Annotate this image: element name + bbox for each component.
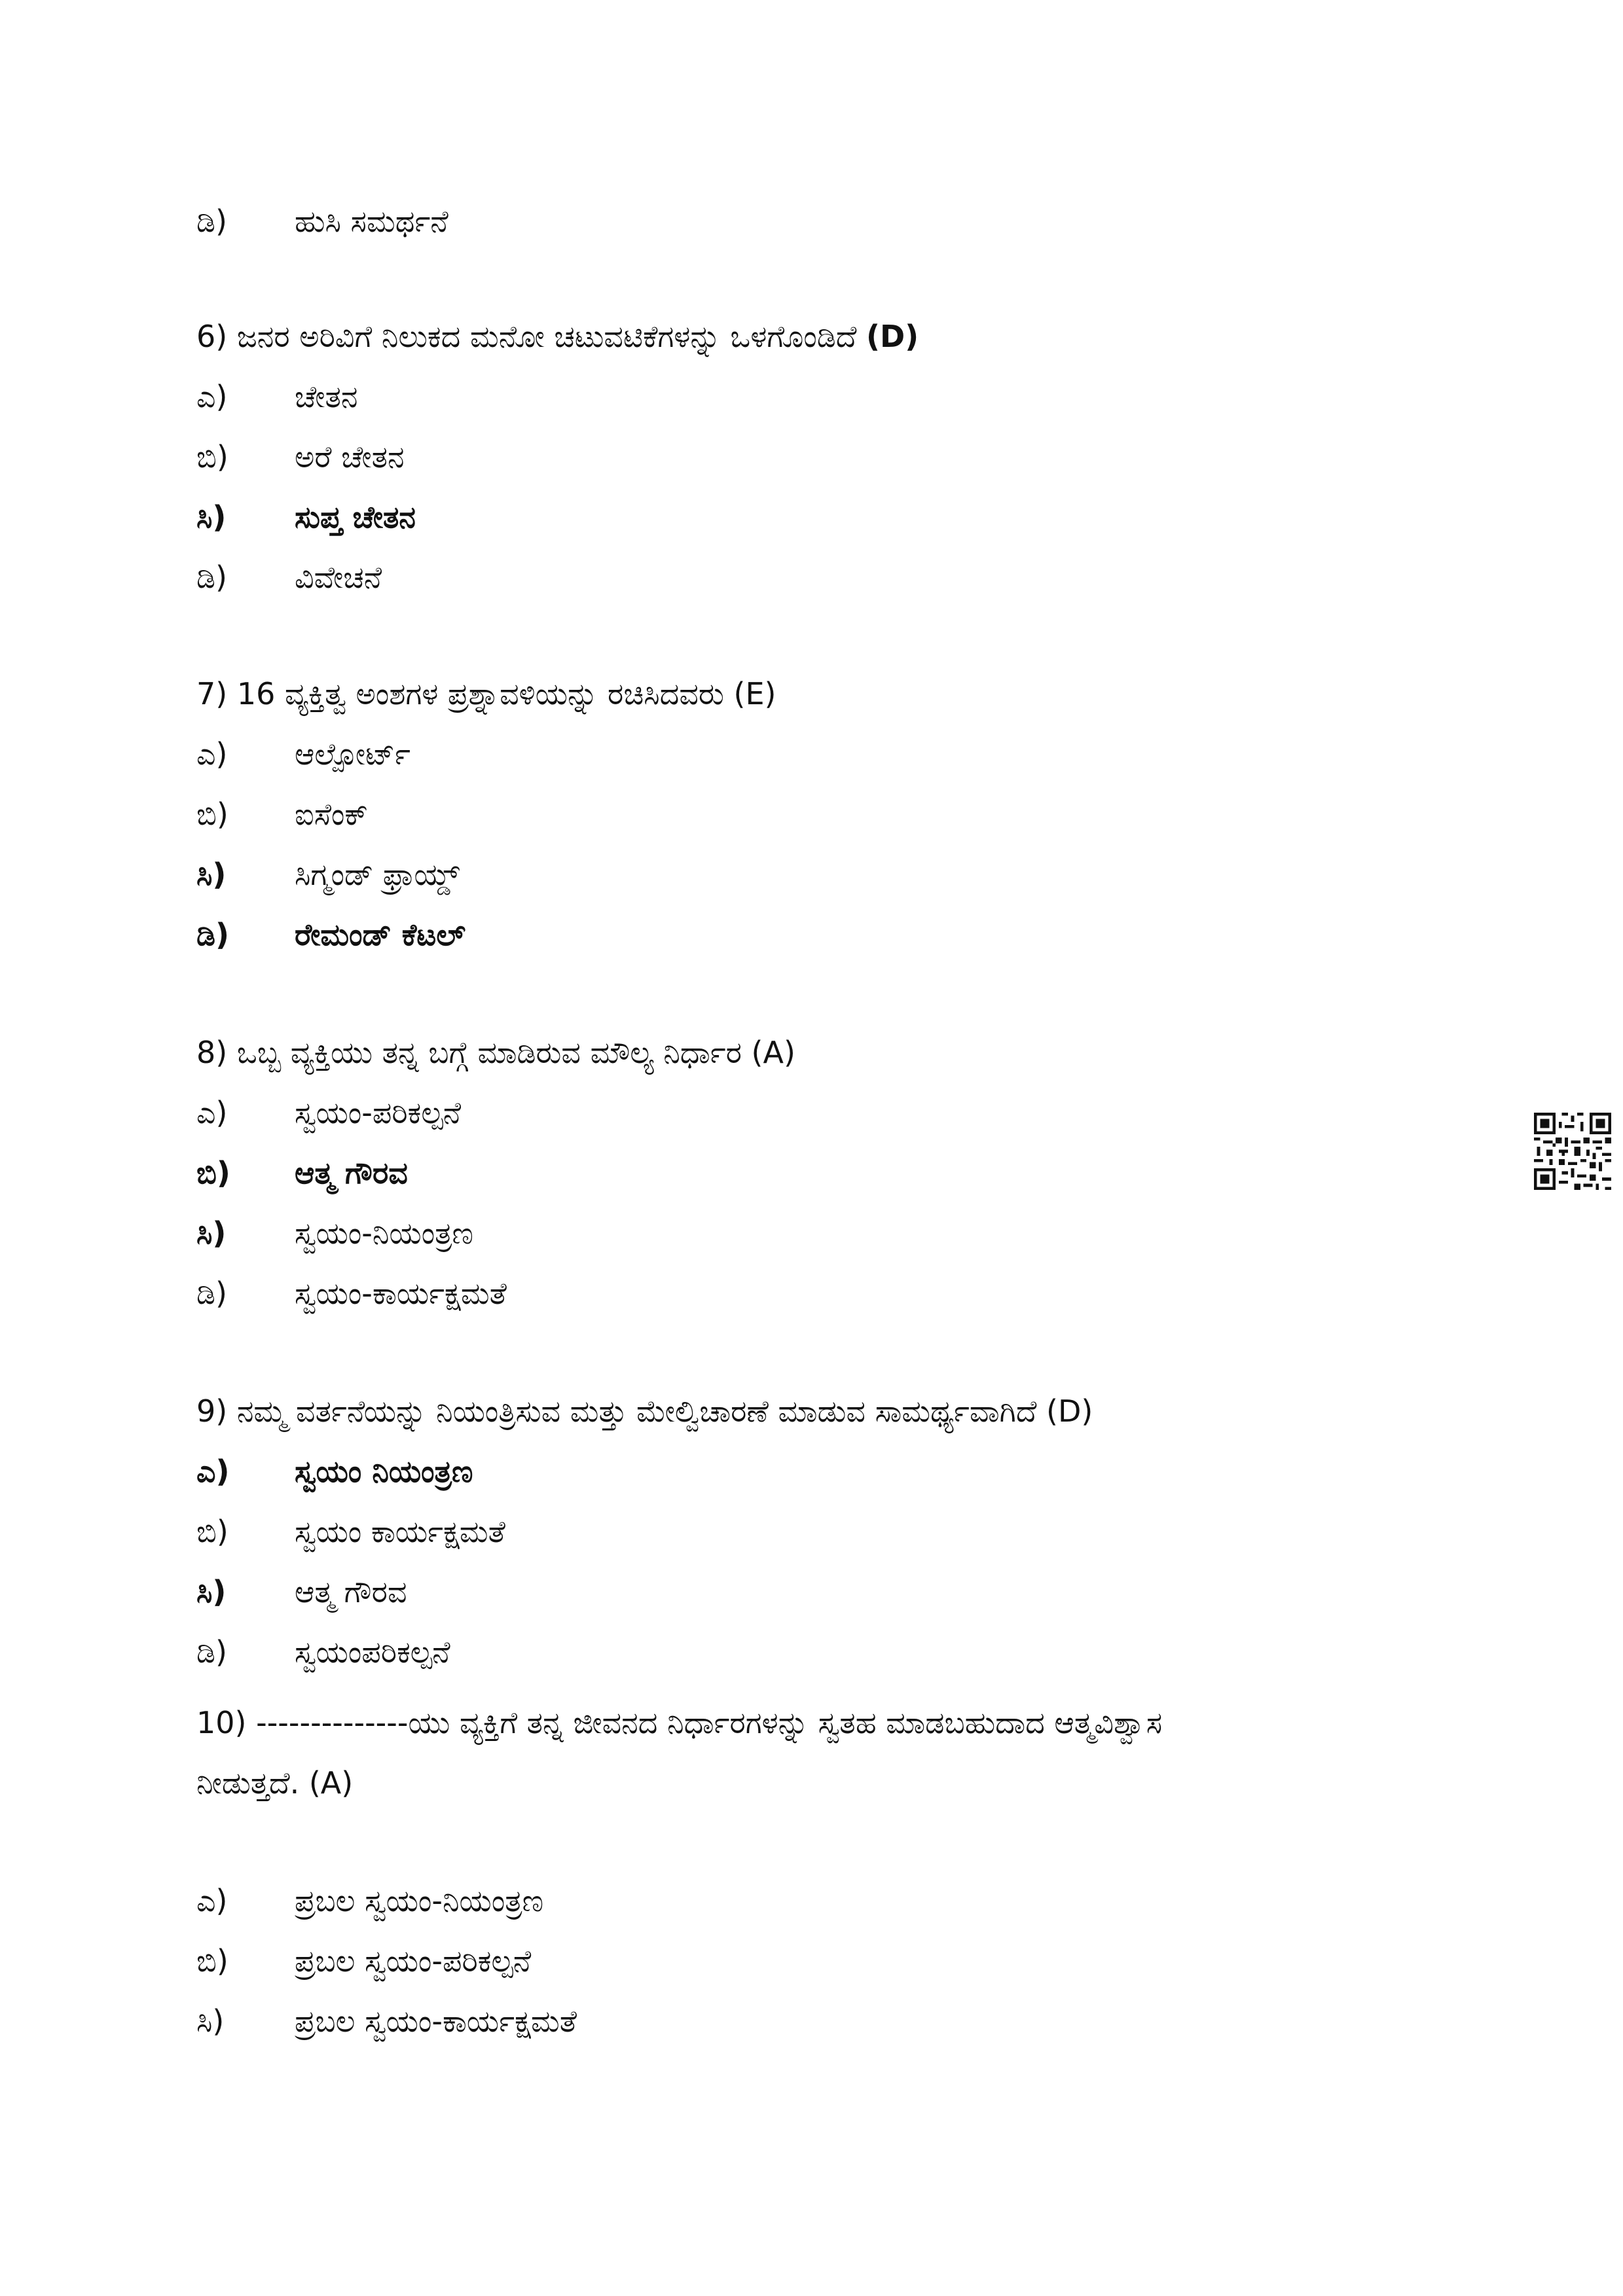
option-label: ಎ): [196, 736, 228, 772]
option-label: ಸಿ): [196, 1215, 227, 1251]
option-label: ಎ): [196, 1883, 228, 1918]
option-text: ಸ್ವಯಂ ಕಾರ್ಯಕ್ಷಮತೆ: [295, 1514, 505, 1549]
question-8: [196, 1033, 795, 1072]
option-text: ಸ್ವಯಂ ನಿಯಂತ್ರಣ: [295, 1454, 473, 1489]
option-label: ಬಿ): [196, 439, 228, 475]
option-item: [196, 1093, 461, 1132]
option-item: [196, 1632, 450, 1672]
option-label: ಡಿ): [196, 917, 230, 952]
option-label: ಡಿ): [196, 1276, 227, 1311]
option-label: ಸಿ): [196, 2003, 225, 2039]
option-item: [196, 202, 448, 241]
option-label: ಡಿ): [196, 204, 227, 239]
option-label: ಬಿ): [196, 797, 228, 832]
option-text: ಆಲ್ಪೋರ್ಟ್: [295, 736, 411, 772]
option-text: ಪ್ರಬಲ ಸ್ವಯಂ-ಪರಿಕಲ್ಪನೆ: [295, 1943, 532, 1979]
option-text: ಅರೆ ಚೇತನ: [295, 439, 405, 475]
option-label: ಎ): [196, 1095, 228, 1130]
question-6: [196, 317, 919, 356]
option-text: ಸ್ವಯಂ-ಪರಿಕಲ್ಪನೆ: [295, 1095, 462, 1130]
question-text: 9) ನಮ್ಮ ವರ್ತನೆಯನ್ನು ನಿಯಂತ್ರಿಸುವ ಮತ್ತು ಮೇಲ್ವಿಚಾರಣೆ ಮಾಡುವ ಸಾಮರ್ಥ್ಯವಾಗಿದೆ: [196, 1393, 1037, 1429]
option-label: ಸಿ): [196, 1574, 227, 1609]
question-text: 6) ಜನರ ಅರಿವಿಗೆ ನಿಲುಕದ ಮನೋ ಚಟುವಟಿಕೆಗಳನ್ನು ಒಳಗೊಂಡಿದೆ: [196, 319, 857, 354]
option-item-correct: [196, 915, 465, 954]
question-10: [196, 1703, 1162, 1742]
option-item: [196, 1274, 507, 1313]
question-tag: (A): [308, 1765, 354, 1801]
option-text: ವಿವೇಚನೆ: [295, 560, 382, 595]
option-label: ಸಿ): [196, 499, 227, 535]
option-item: [196, 377, 357, 416]
option-item: [196, 1881, 543, 1920]
question-text: 8) ಒಬ್ಬ ವ್ಯಕ್ತಿಯು ತನ್ನ ಬಗ್ಗೆ ಮಾಡಿರುವ ಮೌಲ್ಯ ನಿರ್ಧಾರ: [196, 1035, 742, 1070]
option-text: ಸ್ವಯಂಪರಿಕಲ್ಪನೆ: [295, 1634, 450, 1670]
option-text: ಆತ್ಮ ಗೌರವ: [295, 1155, 408, 1191]
option-item: [196, 734, 410, 774]
question-text: 10) --------------ಯು ವ್ಯಕ್ತಿಗೆ ತನ್ನ ಜೀವನದ ನಿರ್ಧಾರಗಳನ್ನು ಸ್ವತಹ ಮಾಡಬಹುದಾದ ಆತ್ಮವಿಶ್ವಾಸ: [196, 1705, 1163, 1740]
question-9: [196, 1391, 1093, 1431]
option-label: ಡಿ): [196, 560, 227, 595]
option-item: [196, 1512, 505, 1551]
option-text: ರೇಮಂಡ್ ಕೆಟಲ್: [295, 917, 466, 952]
option-text: ಚೇತನ: [295, 379, 358, 414]
option-item-correct: [196, 497, 416, 537]
option-label: ಡಿ): [196, 1634, 227, 1670]
question-text: 7) 16 ವ್ಯಕ್ತಿತ್ವ ಅಂಶಗಳ ಪ್ರಶ್ನಾವಳಿಯನ್ನು ರಚಿಸಿದವರು: [196, 676, 724, 711]
option-text: ಪ್ರಬಲ ಸ್ವಯಂ-ನಿಯಂತ್ರಣ: [295, 1883, 544, 1918]
option-text: ಸಿಗ್ಮಂಡ್ ಫ್ರಾಯ್ಡ್: [295, 857, 460, 892]
option-item: [196, 437, 405, 476]
question-text-line2: ನೀಡುತ್ತದೆ.: [196, 1765, 300, 1801]
option-text: ಸ್ವಯಂ-ಕಾರ್ಯಕ್ಷಮತೆ: [295, 1276, 507, 1311]
option-label: ಎ): [196, 1454, 230, 1489]
option-text: ಸ್ವಯಂ-ನಿಯಂತ್ರಣ: [295, 1215, 474, 1251]
option-text: ಸುಪ್ತ ಚೇತನ: [295, 499, 416, 535]
option-label: ಸಿ): [196, 857, 227, 892]
option-text: ಐಸೆಂಕ್: [295, 797, 369, 832]
question-tag: (D): [866, 319, 919, 354]
qr-code-icon: [1534, 1113, 1611, 1190]
option-label: ಬಿ): [196, 1943, 228, 1979]
option-item: [196, 1213, 473, 1253]
question-tag: (D): [1046, 1393, 1093, 1429]
option-item: [196, 795, 368, 834]
option-item: [196, 855, 460, 894]
option-item: [196, 558, 382, 597]
option-item: [196, 1572, 407, 1611]
option-item: [196, 1941, 531, 1981]
question-10-continued: [196, 1763, 353, 1803]
question-tag: (E): [733, 676, 776, 711]
option-text: ಹುಸಿ ಸಮರ್ಥನೆ: [295, 204, 448, 239]
option-label: ಬಿ): [196, 1155, 230, 1191]
option-item-correct: [196, 1452, 473, 1491]
option-text: ಪ್ರಬಲ ಸ್ವಯಂ-ಕಾರ್ಯಕ್ಷಮತೆ: [295, 2003, 577, 2039]
option-item-correct: [196, 1153, 408, 1193]
question-7: [196, 674, 776, 713]
option-item: [196, 2001, 577, 2041]
option-label: ಎ): [196, 379, 228, 414]
option-label: ಬಿ): [196, 1514, 228, 1549]
option-text: ಆತ್ಮ ಗೌರವ: [295, 1574, 407, 1609]
question-tag: (A): [751, 1035, 795, 1070]
